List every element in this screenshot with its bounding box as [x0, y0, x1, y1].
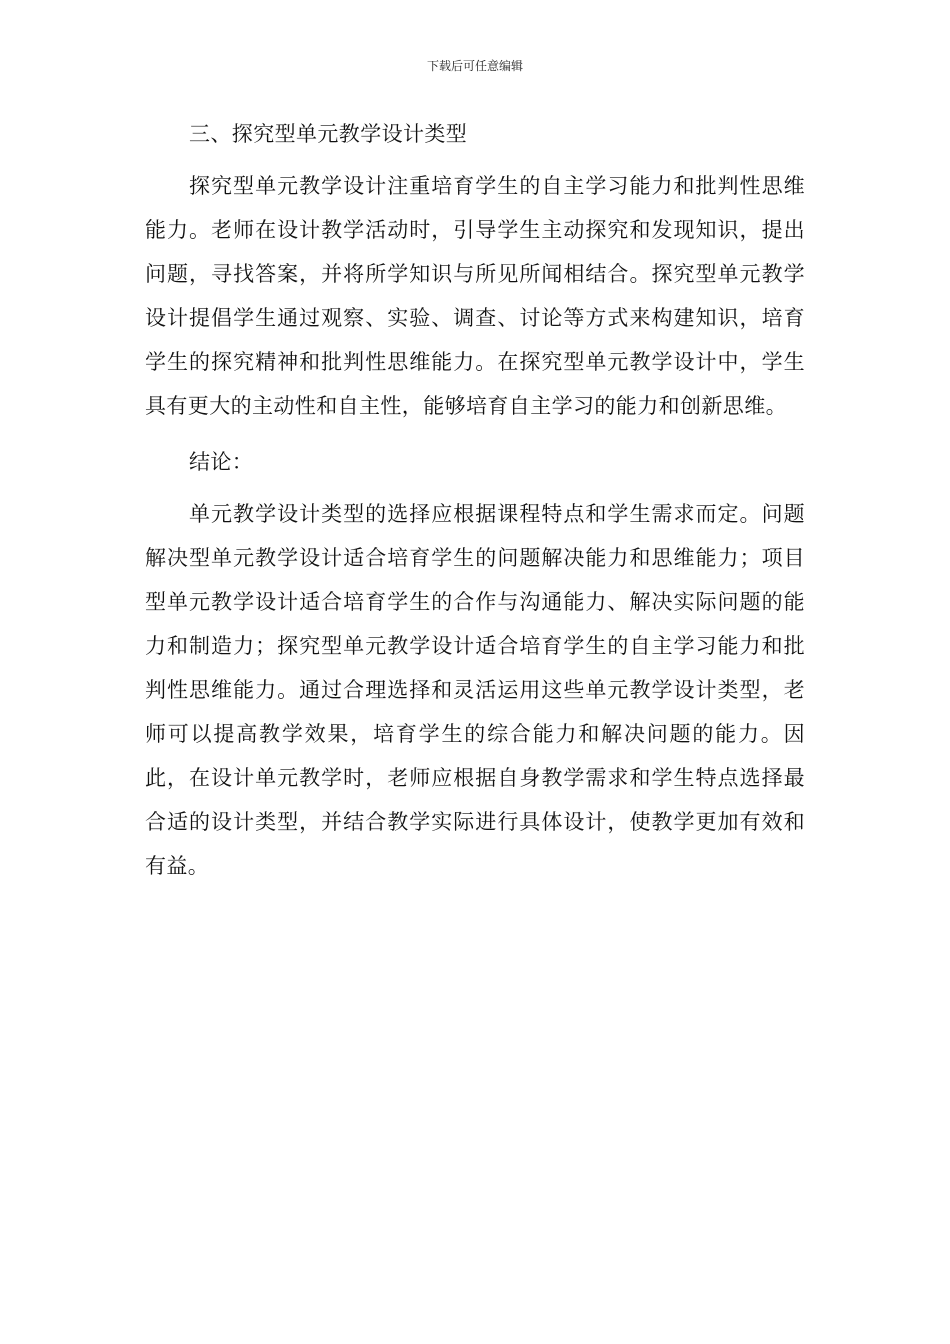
section-paragraph-inquiry: 探究型单元教学设计注重培育学生的自主学习能力和批判性思维能力。老师在设计教学活动时，引导学生主动探究和发现知识，提出问题，寻找答案，并将所学知识与所见所闻相结合。探究型单元教学设计提倡学生通过观察、实验、调查、讨论等方式来构建知识，培育学生的探究精神和批判性思维能力。在探究型单元教学设计中，学生具有更大的主动性和自主性，能够培育自主学习的能力和创新思维。 [145, 174, 805, 418]
section-heading-inquiry: 三、探究型单元教学设计类型 [189, 122, 468, 146]
page-header-note: 下载后可任意编辑 [426, 59, 523, 73]
document-body [145, 112, 805, 900]
conclusion-paragraph: 单元教学设计类型的选择应根据课程特点和学生需求而定。问题解决型单元教学设计适合培育学生的问题解决能力和思维能力；项目型单元教学设计适合培育学生的合作与沟通能力、解决实际问题的能力和制造力；探究型单元教学设计适合培育学生的自主学习能力和批判性思维能力。通过合理选择和灵活运用这些单元教学设计类型，老师可以提高教学效果，培育学生的综合能力和解决问题的能力。因此，在设计单元教学时，老师应根据自身教学需求和学生特点选择最合适的设计类型，并结合教学实际进行具体设计，使教学更加有效和有益。 [145, 502, 805, 878]
conclusion-heading: 结论： [189, 450, 254, 474]
